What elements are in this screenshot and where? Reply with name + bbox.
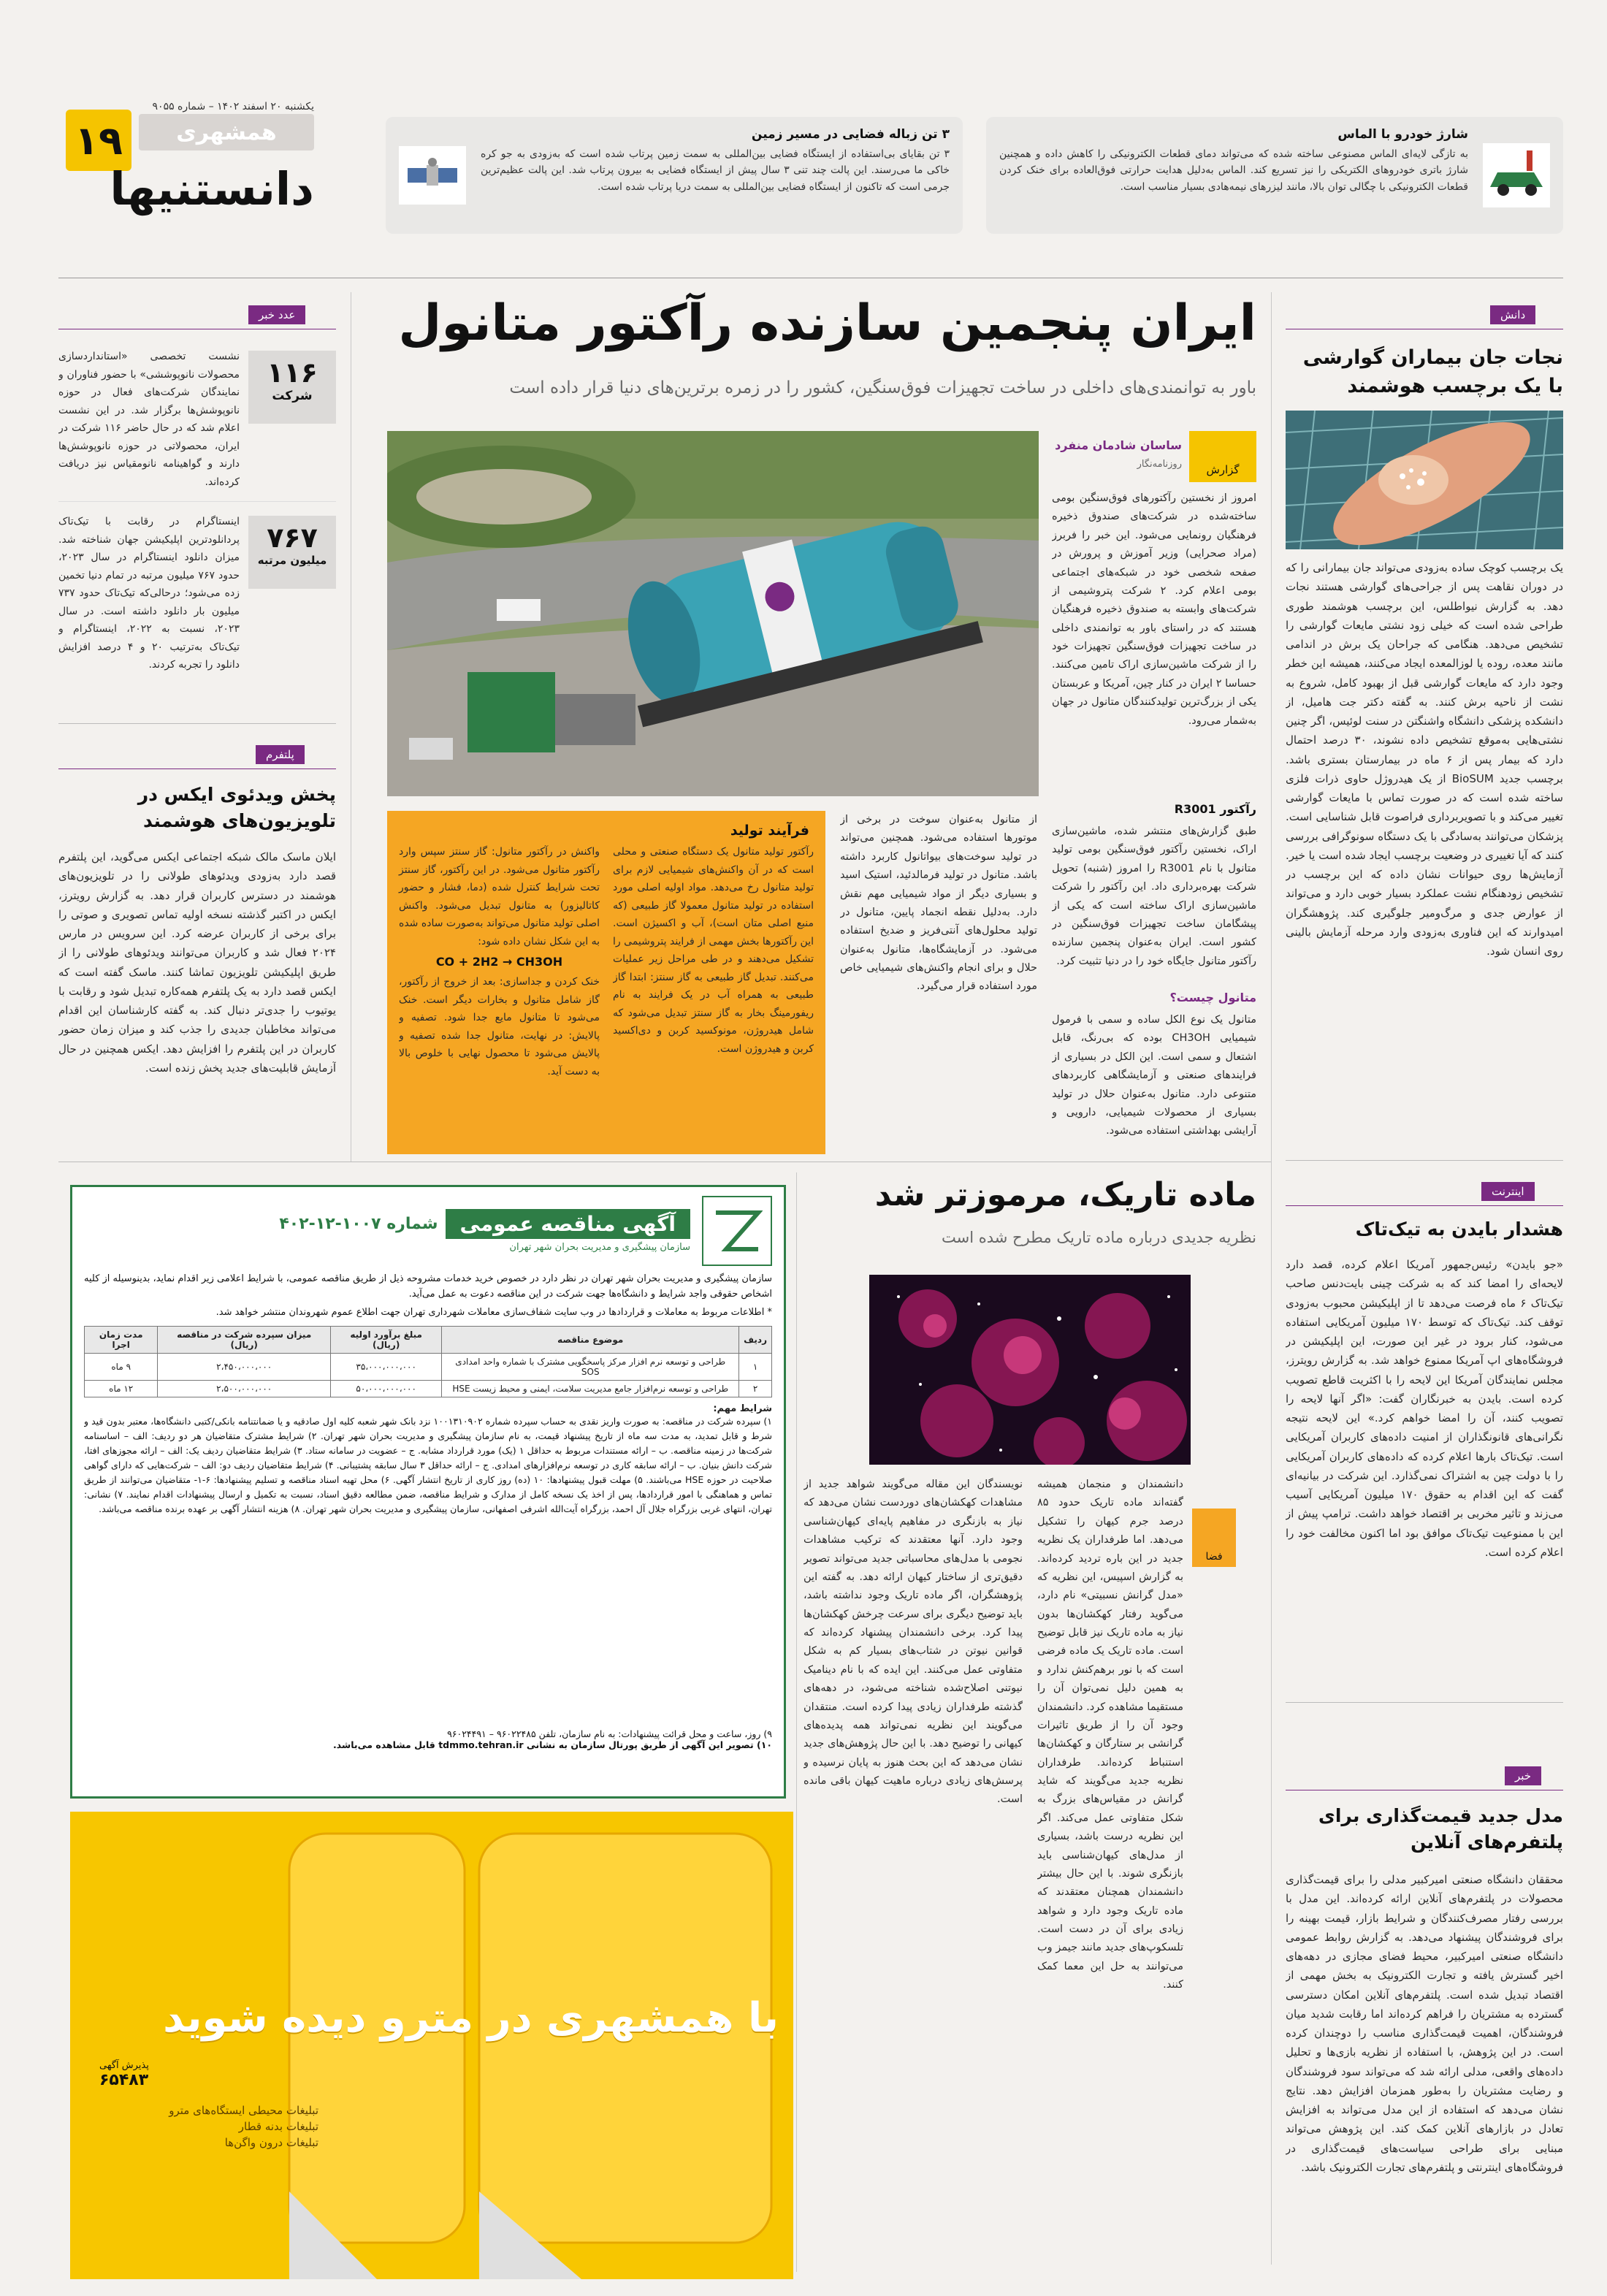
lead-author: ساسان شادمان منفرد bbox=[1055, 438, 1182, 452]
teaser-left[interactable] bbox=[386, 117, 963, 234]
cell: ۳۵،۰۰۰،۰۰۰،۰۰۰ bbox=[331, 1354, 442, 1381]
lead-sub2-title: متانول چیست؟ bbox=[1169, 991, 1256, 1004]
teaser-right[interactable] bbox=[986, 117, 1563, 234]
cell: ۱ bbox=[739, 1354, 772, 1381]
tender-col-4: مدت زمان اجرا bbox=[85, 1327, 158, 1354]
table-row bbox=[85, 1381, 772, 1397]
process-col-left2: خنک کردن و جداسازی: بعد از خروج از رآکتور، گاز شامل متانول و بخارات دیگر است. خنک می‌شود تا متانول مایع جدا شود. تصفیه و پالایش: در نهایت، متانول جدا شده تصفیه و پالایش می‌شود تا محصول نهایی با خلوص بالا به دست آید. bbox=[399, 976, 600, 1078]
lead-subhead: باور به توانمندی‌های داخلی در ساخت تجهیزات فوق‌سنگین، کشور را در زمره برترین‌های دنیا قرار داده است bbox=[509, 378, 1256, 397]
metro-item-2: تبلیغات بدنه قطار bbox=[238, 2120, 318, 2133]
teaser-right-title: شارژ خودرو با الماس bbox=[1337, 127, 1468, 142]
news-number-2-value: ۷۶۷ bbox=[267, 522, 318, 554]
satellite-icon bbox=[399, 146, 466, 205]
metro-ad[interactable] bbox=[70, 1812, 793, 2279]
news-number-1-body: نشست تخصصی «استانداردسازی محصولات نانوپوششی» با حضور فناوران و نمایندگان شرکت‌های فعال در حوزه نانوپوشش‌ها برگزار شد. در این نشست اعلام شد که در حال حاضر ۱۱۶ شرکت در ایران، محصولاتی در حوزه نانوپوشش‌ها دارند و گواهینامه نانومقیاس نیز دریافت کرده‌اند. bbox=[58, 351, 240, 488]
dark-matter-subhead: نظریه جدیدی درباره ماده تاریک مطرح شده است bbox=[942, 1229, 1256, 1246]
dark-matter-kicker: فضا bbox=[1205, 1551, 1223, 1563]
cell: ۲،۴۵۰،۰۰۰،۰۰۰ bbox=[158, 1354, 331, 1381]
lead-sub1-title: رآکتور R3001 bbox=[1174, 802, 1256, 816]
tender-col-0: ردیف bbox=[739, 1327, 772, 1354]
science-photo bbox=[1286, 411, 1563, 549]
process-formula: CO + 2H2 → CH3OH bbox=[435, 955, 563, 969]
dark-matter-kicker-box bbox=[1192, 1509, 1236, 1567]
tender-phone: ۹) روز، ساعت و محل قرائت پیشنهادات: به نام سازمان، تلفن ۹۶۰۲۲۴۸۵ – ۹۶۰۲۴۴۹۱ bbox=[447, 1728, 772, 1740]
lead-photo bbox=[387, 431, 1039, 796]
platform-title: پخش ویدئوی ایکس در تلویزیون‌های هوشمند bbox=[137, 784, 336, 832]
tender-label: آگهی مناقصه عمومی bbox=[446, 1209, 691, 1239]
metro-item-1: تبلیغات محیطی ایستگاه‌های مترو bbox=[169, 2104, 318, 2117]
car-charging-icon bbox=[1483, 143, 1550, 207]
news-number-1 bbox=[248, 351, 336, 424]
teaser-left-body: ۳ تن بقایای بی‌استفاده از ایستگاه فضایی بین‌المللی به سمت زمین پرتاب شده است که به‌زودی به جو کره خاکی ما می‌رسند. این پالت چند تنی ۳ سال پیش از ایستگاه فضایی به بیرون پرتاب شد. این پالت عظیم‌ترین جرمی است که تاکنون از ایستگاه فضایی بین‌المللی به سمت دریا پرتاب شده است. bbox=[481, 148, 950, 193]
lead-col3: از متانول به‌عنوان سوخت در برخی از موتورها استفاده می‌شود. همچنین می‌تواند در تولید سوخت‌های بیواتانول کاربرد داشته باشد. متانول در تولید فرمالدئید، استیک اسید و بسیاری دیگر از مواد شیمیایی مهم نقش دارد. به‌دلیل نقطه انجماد پایین، متانول در تولید محلول‌های آنتی‌فریز و ضدیخ استفاده می‌شود. در آزمایشگاه‌ها، متانول به‌عنوان حلال و برای انجام واکنش‌های شیمیایی خاص مورد استفاده قرار می‌گیرد. bbox=[840, 814, 1037, 993]
tender-table bbox=[84, 1326, 772, 1397]
tag-platform: پلتفرم bbox=[256, 745, 305, 764]
masthead-text: همشهری bbox=[176, 119, 277, 145]
table-row bbox=[85, 1354, 772, 1381]
science-title: نجات جان بیماران گوارشی با یک برچسب هوشمند bbox=[1302, 346, 1563, 398]
page-number: ۱۹ bbox=[75, 117, 123, 164]
dark-matter-headline: ماده تاریک، مرموزتر شد bbox=[874, 1176, 1256, 1213]
dark-matter-col2: نویسندگان این مقاله می‌گویند شواهد جدید از مشاهدات کهکشان‌های دوردست نشان می‌دهد که نیاز به بازنگری در مفاهیم پایه‌ای کیهان‌شناسی وجود دارد. آنها معتقدند که ترکیب مشاهدات نجومی با مدل‌های محاسباتی جدید می‌تواند تصویر دقیق‌تری از ساختار کیهان ارائه دهد. به گفته این پژوهشگران، اگر ماده تاریک وجود نداشته باشد، باید توضیح دیگری برای سرعت چرخش کهکشان‌ها پیدا کرد. برخی دانشمندان پیشنهاد کرده‌اند که قوانین نیوتن در شتاب‌های بسیار کم به شکل متفاوتی عمل می‌کنند. این ایده که با نام دینامیک نیوتنی اصلاح‌شده شناخته می‌شود، در دهه‌های گذشته طرفداران زیادی پیدا کرده است. منتقدان می‌گویند این نظریه نمی‌تواند همه پدیده‌های کیهانی را توضیح دهد. با این حال پژوهش‌های جدید نشان می‌دهد که این بحث هنوز به پایان نرسیده و پرسش‌های زیادی درباره ماهیت کیهان باقی مانده است. bbox=[804, 1479, 1023, 1806]
tender-logo bbox=[702, 1196, 772, 1266]
teaser-left-title: ۳ تن زباله فضایی در مسیر زمین bbox=[751, 127, 950, 142]
tender-number: شماره ۱۰۰۷-۱۲-۴۰۲ bbox=[279, 1215, 438, 1233]
news2-body: محققان دانشگاه صنعتی امیرکبیر مدلی را برای قیمت‌گذاری محصولات در پلتفرم‌های آنلاین ارائه کرده‌اند. این مدل با بررسی رفتار مصرف‌کنندگان و شرایط بازار، قیمت بهینه را برای فروشندگان پیشنهاد می‌دهد. به گزارش روابط عمومی دانشگاه صنعتی امیرکبیر، محیط فضای مجازی در دهه‌های اخیر گسترش یافته و تجارت الکترونیک به بخش مهمی از اقتصاد تبدیل شده است. پلتفرم‌های آنلاین امکان دسترسی گسترده به مشتریان را فراهم کرده‌اند اما رقابت شدید میان فروشندگان، اهمیت قیمت‌گذاری مناسب را دوچندان کرده است. در این پژوهش، با استفاده از نظریه بازی‌ها و تحلیل داده‌های واقعی، مدلی ارائه شد که می‌تواند سود فروشندگان و رضایت مشتریان را به‌طور همزمان افزایش دهد. نتایج نشان می‌دهد که استفاده از این مدل می‌تواند به افزایش تعادل در بازارهای آنلاین کمک کند. این پژوهش می‌تواند مبنایی برای طراحی سیاست‌های قیمت‌گذاری در فروشگاه‌های اینترنتی و پلتفرم‌های تجارت الکترونیک باشد. bbox=[1286, 1873, 1563, 2174]
teaser-right-body: به تازگی لایه‌ای الماس مصنوعی ساخته شده که می‌تواند دمای قطعات الکترونیکی را کاهش داده و همچنین شارژ باتری خودروهای الکتریکی را نیز تسریع کند. الماس به‌دلیل هدایت حرارتی فوق‌العاده برای خنک کردن قطعات الکترونیکی با چگالی توان بالا، مانند لیزرهای نیمه‌هادی بسیار مناسب است. bbox=[999, 148, 1468, 193]
process-col-right: رآکتور تولید متانول یک دستگاه صنعتی و محلی است که در آن واکنش‌های شیمیایی لازم برای تولید متانول رخ می‌دهد. مواد اولیه اصلی مورد استفاده در تولید متانول معمولا گاز طبیعی (که منبع اصلی متان است)، آب و اکسیژن است. این رآکتورها بخش مهمی از فرایند پتروشیمی را تشکیل می‌دهند و در طی مراحل زیر عملیات می‌کنند. تبدیل گاز طبیعی به گاز سنتز: ابتدا گاز طبیعی به همراه آب در یک فرایند به نام ریفورمینگ بخار به گاز سنتز تبدیل می‌شود که شامل هیدروژن، مونوکسید کربن و دی‌اکسید کربن و هیدروژن است. bbox=[613, 846, 814, 1055]
lead-headline: ایران پنجمین سازنده رآکتور متانول bbox=[398, 294, 1256, 352]
cell: ۵۰،۰۰۰،۰۰۰،۰۰۰ bbox=[331, 1381, 442, 1397]
news-number-2-unit: میلیون مرتبه bbox=[257, 554, 327, 567]
dark-matter-photo bbox=[869, 1275, 1191, 1465]
metro-headline: با همشهری در مترو دیده شوید bbox=[163, 1994, 779, 2042]
cell: طراحی و توسعه نرم افزار مرکز پاسخگویی مشترک با شماره واحد امدادی SOS bbox=[442, 1354, 739, 1381]
platform-body: ایلان ماسک مالک شبکه اجتماعی ایکس می‌گوید، این پلتفرم قصد دارد به‌زودی ویدئوهای طولانی را در تلویزیون‌های هوشمند در دسترس کاربران قرار دهد. به گزارش رویترز، ایکس در اکتبر گذشته نسخه اولیه تماس تصویری و صوتی را برای برخی از کاربران عرضه کرد. این سرویس در مارس ۲۰۲۴ فعال شد و کاربران می‌توانند ویدئوهای طولانی را از طریق اپلیکیشن تلویزیون تماشا کنند. ماسک گفته است که ایکس قصد دارد به یک پلتفرم همه‌کاره تبدیل شود و رقابت با یوتیوب را جدی‌تر دنبال کند. به گفته کارشناسان این اقدام می‌تواند مخاطبان جدیدی را جذب کند و میزان زمان حضور کاربران در این پلتفرم را افزایش دهد. ایکس همچنین در حال آزمایش قابلیت‌های جدید پخش زنده است. bbox=[58, 850, 336, 1075]
dark-matter-col1: دانشمندان و منجمان همیشه گفته‌اند ماده تاریک حدود ۸۵ درصد جرم کیهان را تشکیل می‌دهد. اما طرفداران یک نظریه جدید در این باره تردید کرده‌اند. به گزارش اسپیس، این نظریه که «مدل گرانش نسبیتی» نام دارد، می‌گوید رفتار کهکشان‌ها بدون نیاز به ماده تاریک نیز قابل توضیح است. ماده تاریک یک ماده فرضی است که با نور برهم‌کنش ندارد و به همین دلیل نمی‌توان آن را مستقیما مشاهده کرد. دانشمندان وجود آن را از طریق تاثیرات گرانشی بر ستارگان و کهکشان‌ها استنباط کرده‌اند. طرفداران نظریه جدید می‌گویند که شاید گرانش در مقیاس‌های بزرگ به شکل متفاوتی عمل می‌کند. اگر این نظریه درست باشد، بسیاری از مدل‌های کیهان‌شناسی باید بازنگری شوند. با این حال بیشتر دانشمندان همچنان معتقدند که ماده تاریک وجود دارد و شواهد زیادی برای آن در دست است. تلسکوپ‌های جدید مانند جیمز وب می‌توانند به حل این معما کمک کنند. bbox=[1037, 1479, 1183, 1991]
date-issue: یکشنبه ۲۰ اسفند ۱۴۰۲ – شماره ۹۰۵۵ bbox=[152, 101, 314, 112]
tender-footer: ۱۰) تصویر این آگهی از طریق پورتال سازمان به نشانی tdmmo.tehran.ir قابل مشاهده می‌باشد. bbox=[332, 1739, 772, 1751]
tender-col-2: مبلغ برآورد اولیه (ریال) bbox=[331, 1327, 442, 1354]
cell: ۲،۵۰۰،۰۰۰،۰۰۰ bbox=[158, 1381, 331, 1397]
tender-org: سازمان پیشگیری و مدیریت بحران شهر تهران bbox=[509, 1242, 690, 1253]
lead-author-role: روزنامه‌نگار bbox=[1137, 459, 1182, 470]
process-col-left: واکنش در رآکتور متانول: گاز سنتز سپس وارد رآکتور متانول می‌شود. در این رآکتور، گاز سنتز تحت شرایط کنترل شده (دما، فشار و حضور کاتالیزور) به متانول تبدیل می‌شود. واکنش اصلی تولید متانول می‌تواند به‌صورت ساده شده به این شکل نشان داده شود: bbox=[399, 846, 600, 947]
tender-note: * اطلاعات مربوط به معاملات و قراردادها در وب سایت شفاف‌سازی معاملات شهرداری تهران جهت اطلاع عموم شهروندان منتشر خواهد شد. bbox=[215, 1306, 772, 1318]
metro-phone: ۶۵۴۸۳ bbox=[99, 2071, 149, 2089]
cell: ۲ bbox=[739, 1381, 772, 1397]
tender-ad[interactable] bbox=[70, 1185, 786, 1799]
lead-intro: امروز از نخستین رآکتورهای فوق‌سنگین بومی ساخته‌شده در شرکت‌های صندوق ذخیره فرهنگیان رونمایی می‌شود. این خبر را فربرز (مراد صحرایی) وزیر آموزش و پرورش در صفحه شخصی خود در شبکه‌های اجتماعی بومی اعلام کرد. ۲ شرکت پتروشیمی از شرکت‌های وابسته به صندوق ذخیره فرهنگیان هستند که در راستای باور به توانمندی داخلی در ساخت تجهیزات فوق‌سنگین تجهیزات خود را از شرکت ماشین‌سازی اراک تامین می‌کنند. حساسا ۲ ایران در کنار چین، آمریکا و عربستان یکی از بزرگ‌ترین تولیدکنندگان متانول در جهان به‌شمار می‌رود. bbox=[1052, 492, 1256, 727]
lead-sub1-body: طبق گزارش‌های منتشر شده، ماشین‌سازی اراک، نخستین رآکتور فوق‌سنگین بومی تولید متانول با نام R3001 را امروز (شنبه) تحویل شرکت بهره‌برداری داد. این رآکتور را شرکت ماشین‌سازی اراک ساخته است که یکی از پیشگامان ساخت تجهیزات فوق‌سنگین در کشور است. ایران به‌عنوان پنجمین سازنده رآکتور متانول جایگاه خود را در دنیا تثبیت کرد. bbox=[1052, 825, 1256, 967]
lead-kicker-box bbox=[1189, 431, 1256, 482]
news-number-1-unit: شرکت bbox=[272, 389, 313, 403]
tender-col-3: میزان سپرده شرکت در مناقصه (ریال) bbox=[158, 1327, 331, 1354]
news2-title: مدل جدید قیمت‌گذاری برای پلتفرم‌های آنلاین bbox=[1318, 1805, 1563, 1853]
tender-conditions: ۱) سپرده شرکت در مناقصه: به صورت واریز نقدی به حساب سپرده شماره ۱۰۰۱۳۱۰۹۰۲ نزد بانک شهر شعبه کلیه اول صادقیه و یا ضمانتنامه بانکی/کتبی دانشگاه‌ها، معتبر بدون قید و شرط و قابل تمدید، به مدت سه ماه از تاریخ پیشنهاد قیمت، به نام سازمان پیشگیری و مدیریت بحران شهر تهران. ۲) شرایط مشترک متقاضیان هر دو ردیف: الف – اساسنامه شرکت‌ها در زمینه مناقصه. ب – ارائه مستندات مربوط به حداقل ۱ (یک) مورد قرارداد مشابه. ج – عضویت در سامانه ستاد. ۳) شرایط متقاضیان ردیف یک: الف – ارائه مجوزهای افتا، شرکت دانش بنیان. ب – ارائه سابقه کاری در توسعه نرم‌افزارهای امدادی. ج – ارائه حداقل ۳ سال سابقه پشتیبانی. ۴) شرایط متقاضیان ردیف دو: الف – شرکت‌هایی که دارای گواهی صلاحیت در حوزه HSE می‌باشند. ۵) مهلت قبول پیشنهادها: ۱۰ (ده) روز کاری از تاریخ انتشار آگهی. ۶) محل تهیه اسناد مناقصه و تسلیم پیشنهادها: ۶-۱- متقاضیان می‌توانند از طریق تماس و هماهنگی با امور قراردادها، پس از اخذ یک نسخه کامل از مدارک و شرایط مناقصه، ضمن مطالعه دقیق اسناد، نسبت به تکمیل و ارسال پیشنهادات اقدام نمایند. ۷) نشانی: تهران، انتهای غربی بزرگراه جلال آل احمد، بزرگراه آیت‌الله اشرفی اصفهانی، سازمان پیشگیری و مدیریت بحران شهر تهران. ۸) هزینه انتشار آگهی بر عهده برنده مناقصه می‌باشد. bbox=[84, 1416, 772, 1515]
tag-internet: اینترنت bbox=[1481, 1182, 1535, 1201]
internet-title: هشدار بایدن به تیک‌تاک bbox=[1355, 1218, 1563, 1240]
cell: ۱۲ ماه bbox=[85, 1381, 158, 1397]
tag-science: دانش bbox=[1490, 305, 1535, 324]
tag-number-news: عدد خبر bbox=[248, 305, 305, 324]
cell: ۹ ماه bbox=[85, 1354, 158, 1381]
news-number-2-body: اینستاگرام در رقابت با تیک‌تاک پردانلودترین اپلیکیشن جهان شناخته شد. میزان دانلود اینستاگرام در سال ۲۰۲۳، حدود ۷۶۷ میلیون مرتبه در تمام دنیا تخمین زده می‌شود؛ درحالی‌که تیک‌تاک حدود ۷۳۷ میلیون بار دانلود داشته است. در سال ۲۰۲۳، نسبت به ۲۰۲۲، اینستاگرام و تیک‌تاک به‌ترتیب ۲۰ و ۴ درصد افزایش دانلود را تجربه کردند. bbox=[58, 516, 240, 671]
tag-news: خبر bbox=[1505, 1766, 1541, 1785]
tender-col-1: موضوع مناقصه bbox=[442, 1327, 739, 1354]
cell: طراحی و توسعه نرم‌افزار جامع مدیریت سلامت، ایمنی و محیط زیست HSE bbox=[442, 1381, 739, 1397]
lead-sub2-body: متانول یک نوع الکل ساده و سمی با فرمول شیمیایی CH3OH بوده که بی‌رنگ، قابل اشتعال و سمی است. این الکل در بسیاری از فرایندهای صنعتی و آزمایشگاهی کاربردهای متنوعی دارد. متانول به‌عنوان حلال در تولید بسیاری از محصولات شیمیایی، دارویی و آرایشی بهداشتی استفاده می‌شود. bbox=[1052, 1014, 1256, 1137]
metro-item-3: تبلیغات درون واگن‌ها bbox=[224, 2136, 318, 2149]
lead-kicker: گزارش bbox=[1206, 463, 1240, 476]
metro-label: پذیرش آگهی bbox=[99, 2060, 149, 2071]
process-title: فرآیند تولید bbox=[730, 823, 809, 839]
masthead bbox=[139, 114, 314, 150]
section-title: دانستنیها bbox=[110, 162, 314, 216]
tender-intro: سازمان پیشگیری و مدیریت بحران شهر تهران در نظر دارد در خصوص خرید خدمات مشروحه ذیل از طریق مناقصه عمومی، با شرایط اعلامی زیر اقدام نماید، بدینوسیله از کلیه اشخاص حقوقی واجد شرایط و دانشگاه‌ها جهت شرکت در این مناقصه دعوت به عمل می‌آید. bbox=[84, 1273, 772, 1300]
news-number-1-value: ۱۱۶ bbox=[267, 356, 318, 389]
internet-body: «جو بایدن» رئیس‌جمهور آمریکا اعلام کرده، قصد دارد لایحه‌ای را امضا کند که به شرکت چینی بایت‌دنس صاحب تیک‌تاک ۶ ماه فرصت می‌دهد تا از اپلیکیشن محبوب به‌زودی توقف کند. تیک‌تاک که توسط ۱۷۰ میلیون آمریکایی استفاده می‌شود، کنار برود در غیر این صورت، این اپلیکیشن در فروشگاه‌های اپ آمریکا ممنوع خواهد شد. به گزارش رویترز، مجلس نمایندگان آمریکا این لایحه را با اکثریت قاطع تصویب کرده است. بایدن به خبرنگاران گفت: «اگر آنها لایحه را تصویب کنند، آن را امضا خواهم کرد.» این لایحه نتیجه نگرانی‌های قانونگذاران از امنیت داده‌های کاربران آمریکایی است. تیک‌تاک بارها اعلام کرده که داده‌های کاربران آمریکایی را با دولت چین به اشتراک نمی‌گذارد. این شرکت در بیانیه‌ای گفت که این اقدام به حقوق ۱۷۰ میلیون آمریکایی آسیب می‌زند و تاثیر مخربی بر اقتصاد خواهد داشت. ترامپ پیش از این با ممنوعیت تیک‌تاک موافق بود اما اکنون مخالفت خود را اعلام کرده است. bbox=[1286, 1258, 1563, 1559]
process-box bbox=[387, 811, 825, 1154]
news-number-2 bbox=[248, 516, 336, 589]
science-body: یک برچسب کوچک ساده به‌زودی می‌تواند جان بیمارانی را که در دوران نقاهت پس از جراحی‌های گوارشی هستند نجات دهد. به گزارش نیواطلس، این برچسب هوشمند طوری طراحی شده است که خیلی زود نشتی مایعات گوارشی را تشخیص می‌دهد. هنگامی که جراحان یک برش در اندامی مانند معده، روده یا لوزالمعده ایجاد می‌کنند، همیشه این خطر وجود دارد که مایعات گوارشی قبل از بهبود کامل، شروع به نشت از ناحیه برش کنند. به گفته دکتر جت هامیل، از دانشکده پزشکی دانشگاه واشنگتن در سنت لوئیس، اگر چنین نشتی‌هایی به‌موقع تشخیص داده نشوند، ۳۰ درصد احتمال دارد که بیمار پس از ۶ ماه در بیمارستان بستری باشد. برچسب جدید BioSUM از یک هیدروژل حاوی ذرات فلزی ساخته شده است که در صورت تماس با مایعات گوارشی تغییر می‌کند و با تصویربرداری فراصوت قابل شناسایی است. پزشکان می‌توانند به‌سادگی با یک دستگاه سونوگرافی بررسی کنند که آیا تغییری در وضعیت برچسب ایجاد شده است یا خیر. آزمایش‌ها روی حیوانات نشان داده که این برچسب در تشخیص زودهنگام نشت عملکرد بسیار خوبی دارد و می‌تواند از عوارض جدی و مرگ‌ومیر جلوگیری کند. پژوهشگران امیدوارند که این فناوری به‌زودی وارد مرحله آزمایش بالینی روی انسان شود. bbox=[1286, 561, 1563, 958]
tender-conditions-title: شرایط مهم: bbox=[713, 1403, 772, 1415]
